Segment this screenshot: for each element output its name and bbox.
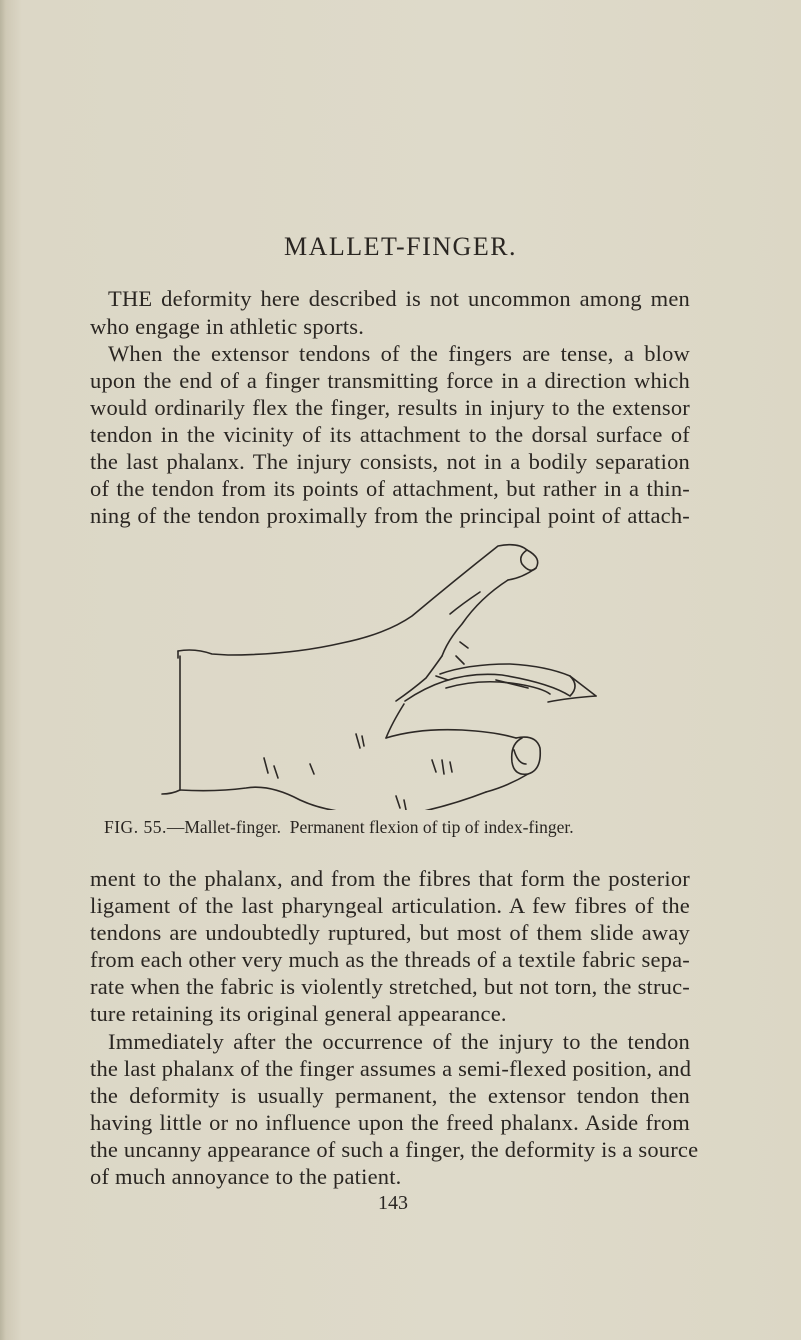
text-line: the last phalanx. The injury consists, not in a bodily separation bbox=[90, 449, 690, 474]
text-line: ture retaining its original general appearance. bbox=[90, 1001, 507, 1026]
text-line: tendons are undoubtedly ruptured, but most of them slide away bbox=[90, 920, 690, 945]
text-line: When the extensor tendons of the fingers are tense, a blow bbox=[108, 341, 690, 366]
chapter-heading: MALLET-FINGER. bbox=[283, 232, 518, 261]
figure-description: Permanent flexion of tip of index-finger. bbox=[289, 817, 574, 837]
text-line: the last phalanx of the finger assumes a semi-flexed position, and bbox=[90, 1056, 692, 1081]
text-line: tendon in the vicinity of its attachment to the dorsal surface of bbox=[90, 422, 690, 447]
page-number: 143 bbox=[378, 1192, 408, 1214]
text-line: the deformity is usually permanent, the extensor tendon then bbox=[90, 1083, 690, 1108]
text-line: ning of the tendon proximally from the principal point of attach- bbox=[90, 503, 690, 528]
text-line: would ordinarily flex the finger, results in injury to the extensor bbox=[90, 395, 690, 420]
text-line: upon the end of a finger transmitting force in a direction which bbox=[90, 368, 690, 393]
text-line: rate when the fabric is violently stretched, but not torn, the struc- bbox=[90, 974, 690, 999]
mallet-finger-illustration bbox=[150, 538, 620, 810]
text-line: from each other very much as the threads of a textile fabric sepa- bbox=[90, 947, 690, 972]
text-line: of much annoyance to the patient. bbox=[90, 1164, 402, 1189]
text-line: Immediately after the occurrence of the injury to the tendon bbox=[108, 1029, 690, 1054]
text-line: who engage in athletic sports. bbox=[90, 314, 365, 339]
text-line: the uncanny appearance of such a finger, the deformity is a source bbox=[90, 1137, 699, 1162]
text-line: ment to the phalanx, and from the fibres that form the posterior bbox=[90, 866, 690, 891]
text-line: having little or no influence upon the freed phalanx. Aside from bbox=[90, 1110, 690, 1135]
figure-label: FIG. 55. bbox=[104, 817, 167, 837]
text-line: THE deformity here described is not uncommon among men bbox=[108, 286, 690, 311]
figure-title: —Mallet-finger. bbox=[166, 817, 282, 837]
figure-caption bbox=[104, 817, 574, 838]
text-line: of the tendon from its points of attachment, but rather in a thin- bbox=[90, 476, 690, 501]
text-line: ligament of the last pharyngeal articulation. A few fibres of the bbox=[90, 893, 690, 918]
